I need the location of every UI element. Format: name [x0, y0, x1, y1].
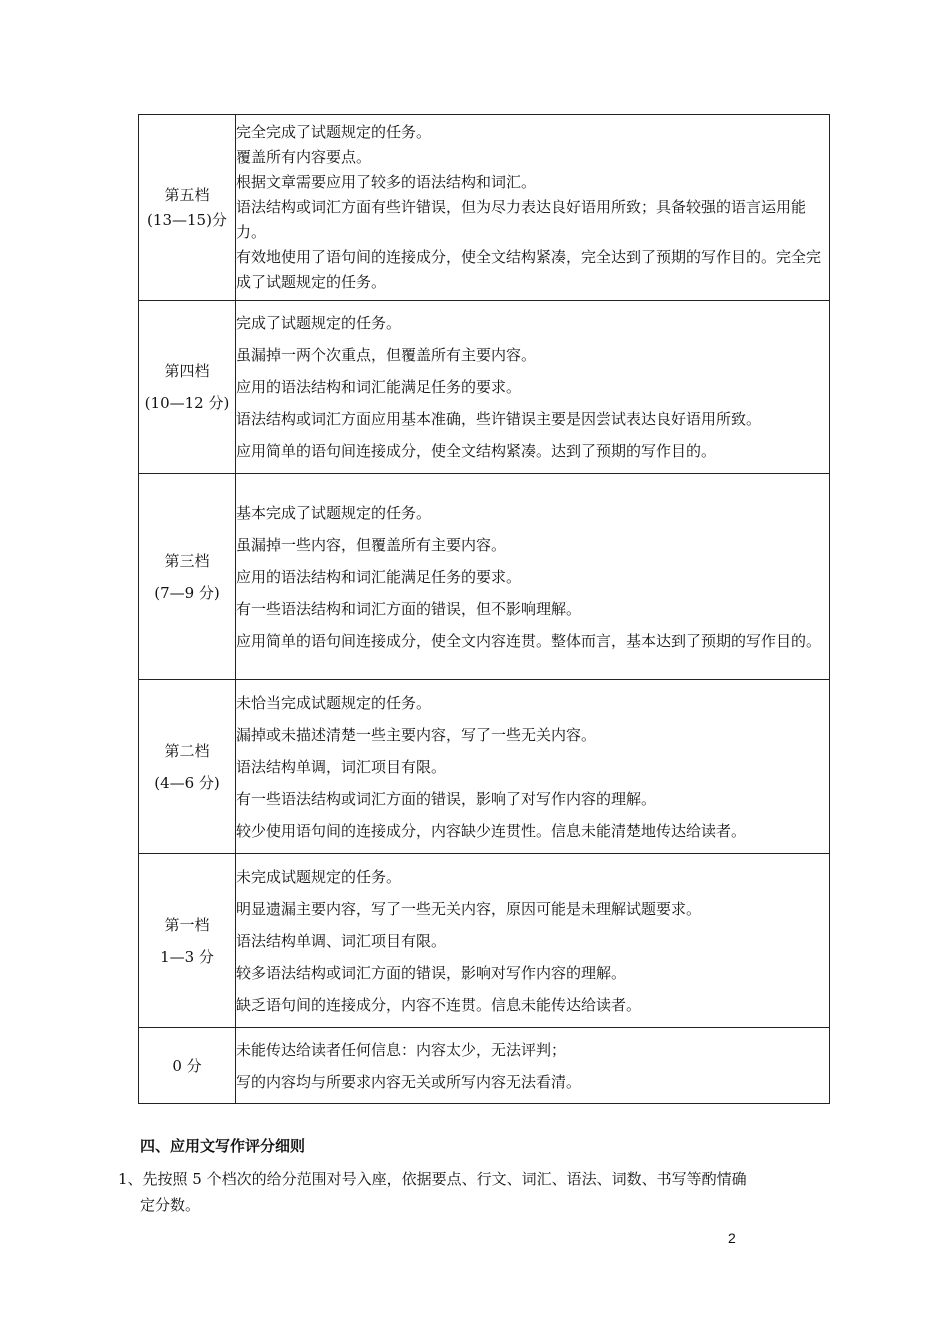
criterion-line: 应用简单的语句间连接成分，使全文内容连贯。整体而言，基本达到了预期的写作目的。	[236, 631, 822, 650]
grade-range: (4—6 分)	[154, 773, 220, 792]
page-number: 2	[728, 1230, 736, 1246]
grade-label: 第五档	[164, 185, 210, 204]
criterion-line: 应用简单的语句间连接成分，使全文结构紧凑。达到了预期的写作目的。	[236, 442, 717, 460]
scoring-rule-paragraph	[118, 1166, 818, 1218]
grade-cell	[139, 474, 236, 680]
criterion-line: 完全完成了试题规定的任务。	[236, 123, 432, 141]
criterion-line: 语法结构或词汇方面有些许错误，但为尽力表达良好语用所致；具备较强的语言运用能力。	[236, 198, 807, 241]
criterion-line: 语法结构单调、词汇项目有限。	[236, 931, 447, 950]
grade-cell	[139, 1028, 236, 1104]
criterion-line: 有一些语法结构或词汇方面的错误，影响了对写作内容的理解。	[236, 789, 657, 808]
description-cell	[236, 1028, 830, 1104]
criterion-line: 虽漏掉一两个次重点，但覆盖所有主要内容。	[236, 346, 537, 364]
scoring-rule-line-continued: 定分数。	[140, 1196, 201, 1214]
criterion-line: 漏掉或未描述清楚一些主要内容，写了一些无关内容。	[236, 725, 597, 744]
description-cell	[236, 680, 830, 854]
grade-cell	[139, 680, 236, 854]
rubric-row-grade-5	[139, 115, 830, 301]
grade-cell	[139, 301, 236, 474]
criterion-line: 较少使用语句间的连接成分，内容缺少连贯性。信息未能清楚地传达给读者。	[236, 821, 747, 840]
criterion-line: 应用的语法结构和词汇能满足任务的要求。	[236, 378, 522, 396]
criterion-line: 语法结构或词汇方面应用基本准确，些许错误主要是因尝试表达良好语用所致。	[236, 410, 762, 428]
rubric-table	[138, 114, 830, 1104]
criterion-line: 明显遗漏主要内容，写了一些无关内容，原因可能是未理解试题要求。	[236, 899, 702, 918]
criterion-line: 未恰当完成试题规定的任务。	[236, 693, 432, 712]
criterion-line: 未完成试题规定的任务。	[236, 867, 402, 886]
section-heading: 四、应用文写作评分细则	[140, 1137, 306, 1155]
criterion-line: 基本完成了试题规定的任务。	[236, 503, 432, 522]
description-cell	[236, 115, 830, 301]
grade-label: 第二档	[164, 741, 210, 760]
grade-label: 第一档	[164, 915, 210, 934]
grade-cell	[139, 854, 236, 1028]
grade-range: (13—15)分	[147, 210, 227, 229]
grade-label: 第四档	[164, 362, 210, 380]
rubric-row-grade-4	[139, 301, 830, 474]
criterion-line: 缺乏语句间的连接成分，内容不连贯。信息未能传达给读者。	[236, 995, 642, 1014]
rubric-row-grade-0	[139, 1028, 830, 1104]
criterion-line: 未能传达给读者任何信息：内容太少，无法评判；	[236, 1040, 567, 1059]
criterion-line: 语法结构单调，词汇项目有限。	[236, 757, 447, 776]
grade-cell	[139, 115, 236, 301]
criterion-line: 有一些语法结构和词汇方面的错误，但不影响理解。	[236, 599, 582, 618]
description-cell	[236, 474, 830, 680]
description-cell	[236, 854, 830, 1028]
scoring-rule-line: 1、先按照 5 个档次的给分范围对号入座，依据要点、行文、词汇、语法、词数、书写等酌情确	[118, 1170, 747, 1188]
description-cell	[236, 301, 830, 474]
grade-label: 第三档	[164, 551, 210, 570]
grade-label: 0 分	[172, 1056, 202, 1075]
criterion-line: 完成了试题规定的任务。	[236, 314, 402, 332]
rubric-row-grade-1	[139, 854, 830, 1028]
grade-range: (10—12 分)	[144, 394, 230, 412]
criterion-line: 写的内容均与所要求内容无关或所写内容无法看清。	[236, 1072, 582, 1091]
grade-range: 1—3 分	[160, 947, 214, 966]
criterion-line: 覆盖所有内容要点。	[236, 148, 372, 166]
criterion-line: 有效地使用了语句间的连接成分，使全文结构紧凑，完全达到了预期的写作目的。完全完成了试题规定的任务。	[236, 248, 822, 291]
criterion-line: 应用的语法结构和词汇能满足任务的要求。	[236, 567, 522, 586]
criterion-line: 根据文章需要应用了较多的语法结构和词汇。	[236, 173, 537, 191]
grade-range: (7—9 分)	[154, 583, 220, 602]
rubric-row-grade-3	[139, 474, 830, 680]
criterion-line: 较多语法结构或词汇方面的错误，影响对写作内容的理解。	[236, 963, 627, 982]
rubric-row-grade-2	[139, 680, 830, 854]
criterion-line: 虽漏掉一些内容，但覆盖所有主要内容。	[236, 535, 507, 554]
